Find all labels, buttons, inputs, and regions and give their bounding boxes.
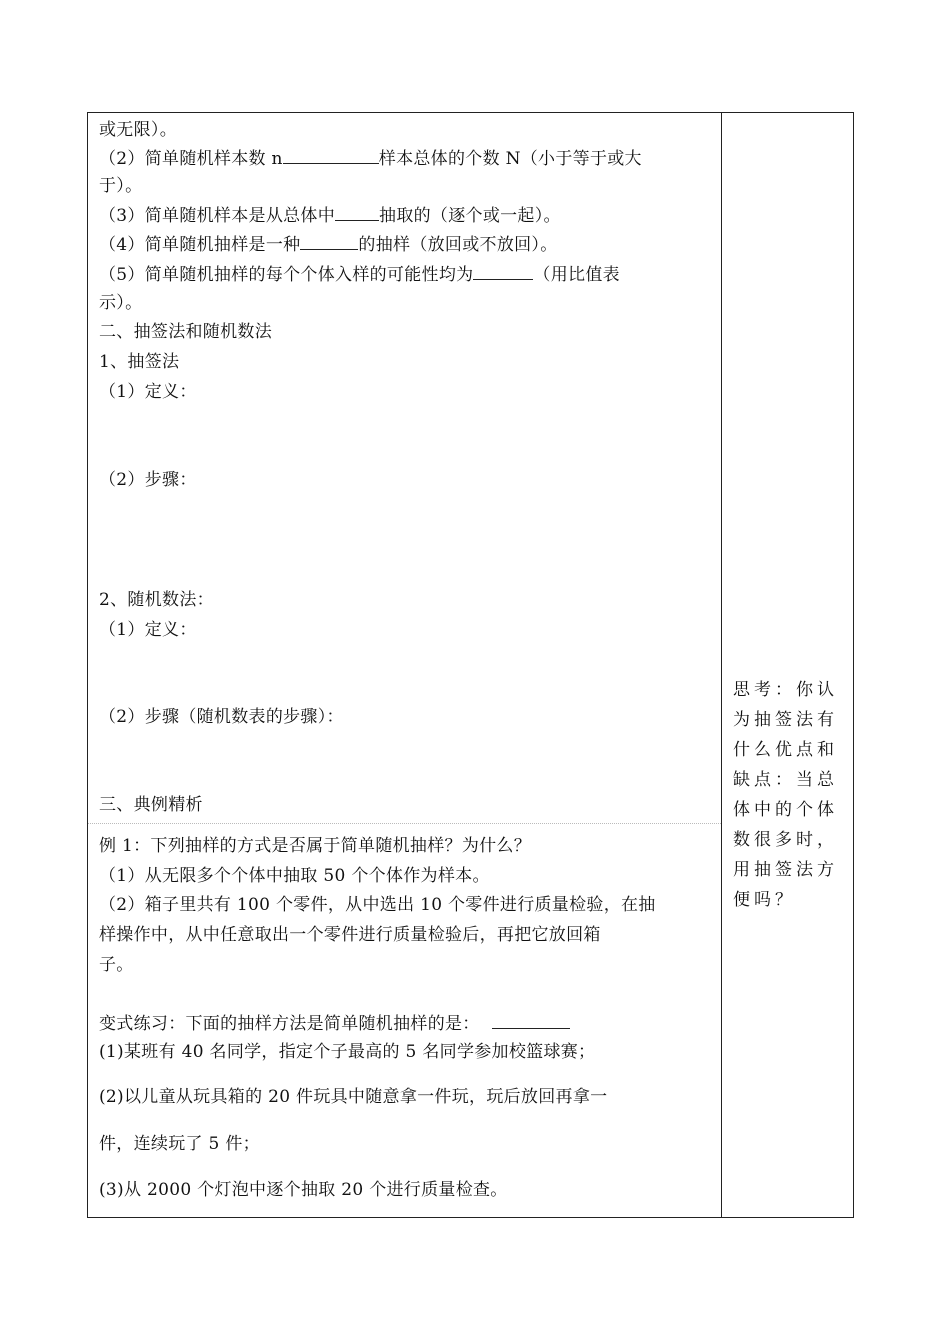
answer-blank[interactable] <box>300 233 358 250</box>
text-line: 或无限）。 <box>99 120 177 140</box>
worksheet-table <box>87 112 854 1218</box>
side-note-line: 体中的个体 <box>733 800 838 820</box>
steps-label: （2）步骤： <box>99 470 197 490</box>
variant-item: (1)某班有 40 名同学，指定个子最高的 5 名同学参加校篮球赛； <box>99 1042 596 1062</box>
question-3: （3）简单随机样本是从总体中 抽取的（逐个或一起）。 <box>99 206 561 226</box>
answer-blank[interactable] <box>335 204 379 221</box>
example-item: 子。 <box>99 955 134 975</box>
text-line: 示）。 <box>99 293 143 313</box>
definition-label: （1）定义： <box>99 382 197 402</box>
side-note <box>733 675 843 915</box>
section-heading: 三、典例精析 <box>99 795 203 815</box>
side-note-line: 为抽签法有 <box>733 710 838 730</box>
example-item: 样操作中，从中任意取出一个零件进行质量检验后，再把它放回箱 <box>99 925 601 945</box>
answer-blank[interactable] <box>283 147 379 164</box>
answer-blank[interactable] <box>492 1012 570 1029</box>
subsection-heading: 2、随机数法： <box>99 590 214 610</box>
question-5: （5）简单随机抽样的每个个体入样的可能性均为 （用比值表 <box>99 265 620 285</box>
section-heading: 二、抽签法和随机数法 <box>99 322 272 342</box>
variant-heading: 变式练习：下面的抽样方法是简单随机抽样的是： <box>99 1012 570 1035</box>
example-heading: 例 1：下列抽样的方式是否属于简单随机抽样？为什么？ <box>99 836 532 856</box>
side-note-line: 用抽签法方 <box>733 860 838 880</box>
text-line: 于）。 <box>99 176 143 196</box>
variant-item: (3)从 2000 个灯泡中逐个抽取 20 个进行质量检查。 <box>99 1180 508 1200</box>
side-note-line: 缺点：当总 <box>733 770 838 790</box>
question-4: （4）简单随机抽样是一种 的抽样（放回或不放回）。 <box>99 235 558 255</box>
variant-item: 件，连续玩了 5 件； <box>99 1134 260 1154</box>
example-item: （1）从无限多个个体中抽取 50 个个体作为样本。 <box>99 866 490 886</box>
steps-label: （2）步骤（随机数表的步骤）： <box>99 707 344 727</box>
variant-item: (2)以儿童从玩具箱的 20 件玩具中随意拿一件玩，玩后放回再拿一 <box>99 1087 608 1107</box>
question-2: （2）简单随机样本数 n 样本总体的个数 N（小于等于或大 <box>99 149 642 169</box>
side-note-line: 数很多时， <box>733 830 838 850</box>
side-note-line: 思考：你认 <box>733 680 838 700</box>
column-divider <box>721 113 722 1217</box>
answer-blank[interactable] <box>473 263 533 280</box>
side-note-line: 什么优点和 <box>733 740 838 760</box>
divider <box>88 823 721 824</box>
side-note-line: 便吗？ <box>733 890 796 910</box>
subsection-heading: 1、抽签法 <box>99 352 180 372</box>
example-item: （2）箱子里共有 100 个零件，从中选出 10 个零件进行质量检验，在抽 <box>99 895 656 915</box>
definition-label: （1）定义： <box>99 620 197 640</box>
